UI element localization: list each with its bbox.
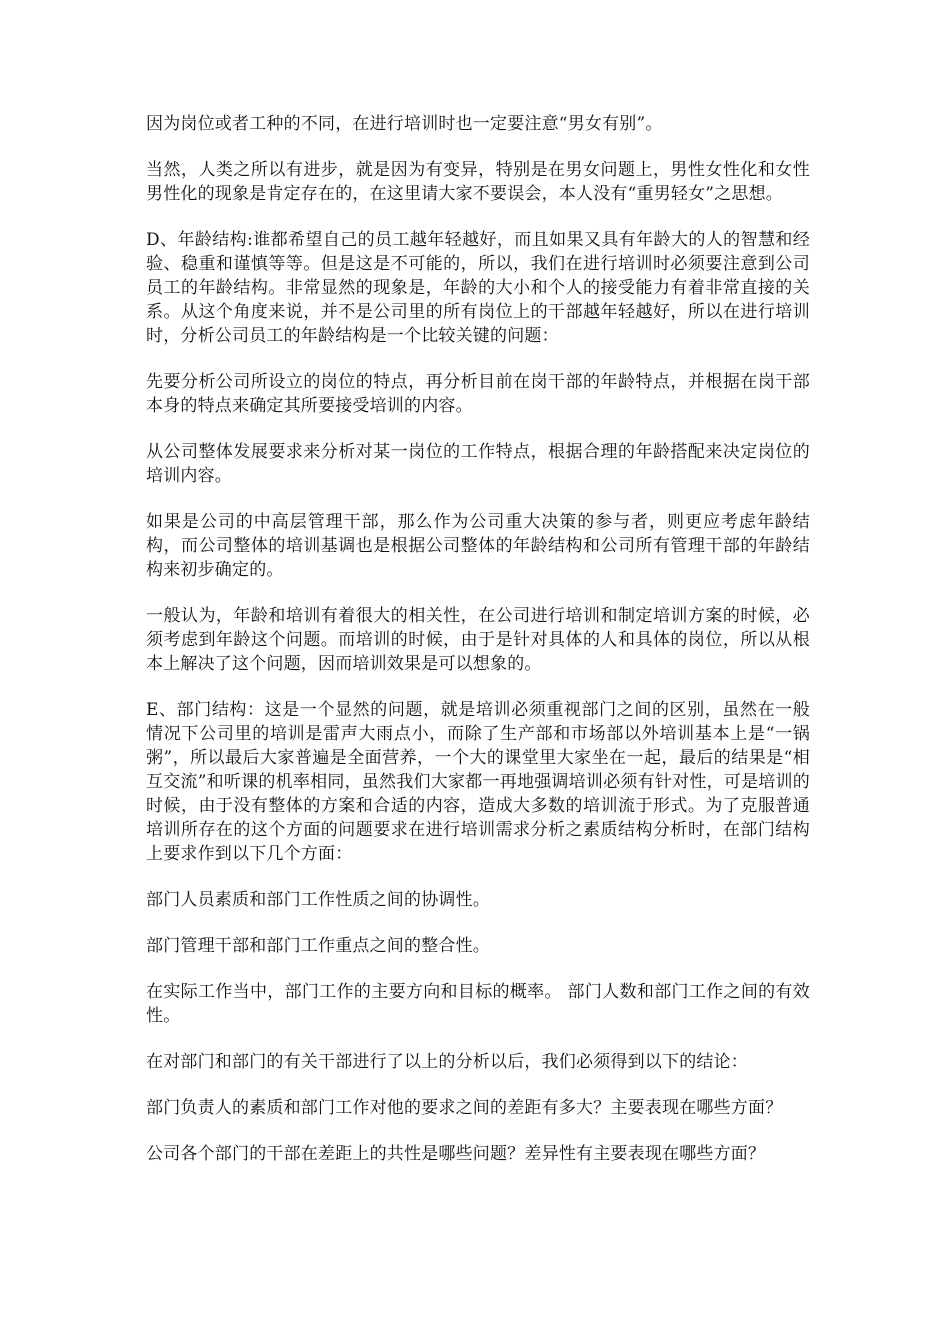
paragraph: 在对部门和部门的有关干部进行了以上的分析以后，我们必须得到以下的结论：: [146, 1052, 748, 1072]
paragraph: 一般认为，年龄和培训有着很大的相关性，在公司进行培训和制定培训方案的时候，必须考虑到年龄这个问题。而培训的时候，由于是针对具体的人和具体的岗位，所以从根本上解决了这个问题，因而培训效果是可以想象的。: [146, 606, 810, 674]
paragraph: 部门负责人的素质和部门工作对他的要求之间的差距有多大？主要表现在哪些方面？: [146, 1098, 783, 1118]
paragraph: 公司各个部门的干部在差距上的共性是哪些问题？差异性有主要表现在哪些方面？: [146, 1144, 766, 1164]
paragraph: 部门人员素质和部门工作性质之间的协调性。: [146, 890, 490, 910]
paragraph: D、年龄结构:谁都希望自己的员工越年轻越好，而且如果又具有年龄大的人的智慧和经验、稳重和谨慎等等。但是这是不可能的，所以，我们在进行培训时必须要注意到公司员工的年龄结构。非常显然的现象是，年龄的大小和个人的接受能力有着非常直接的关系。从这个角度来说，并不是公司里的所有岗位上的干部越年轻越好，所以在进行培训时，分析公司员工的年龄结构是一个比较关键的问题：: [146, 230, 810, 346]
paragraph: 当然，人类之所以有进步，就是因为有变异，特别是在男女问题上，男性女性化和女性男性化的现象是肯定存在的，在这里请大家不要误会，本人没有“重男轻女”之思想。: [146, 160, 810, 204]
paragraph: 因为岗位或者工种的不同，在进行培训时也一定要注意“男女有别”。: [146, 114, 663, 134]
paragraph: 先要分析公司所设立的岗位的特点，再分析目前在岗干部的年龄特点，并根据在岗干部本身的特点来确定其所要接受培训的内容。: [146, 372, 810, 416]
paragraph: 在实际工作当中，部门工作的主要方向和目标的概率。 部门人数和部门工作之间的有效性。: [146, 982, 810, 1026]
document-body: [146, 112, 810, 1188]
paragraph: E、部门结构：这是一个显然的问题，就是培训必须重视部门之间的区别，虽然在一般情况下公司里的培训是雷声大雨点小，而除了生产部和市场部以外培训基本上是“一锅粥”，所以最后大家普遍是全面营养，一个大的课堂里大家坐在一起，最后的结果是“相互交流”和听课的机率相同，虽然我们大家都一再地强调培训必须有针对性，可是培训的时候，由于没有整体的方案和合适的内容，造成大多数的培训流于形式。为了克服普通培训所存在的这个方面的问题要求在进行培训需求分析之素质结构分析时，在部门结构上要求作到以下几个方面：: [146, 700, 810, 864]
paragraph: 从公司整体发展要求来分析对某一岗位的工作特点，根据合理的年龄搭配来决定岗位的培训内容。: [146, 442, 810, 486]
paragraph: 部门管理干部和部门工作重点之间的整合性。: [146, 936, 490, 956]
paragraph: 如果是公司的中高层管理干部，那么作为公司重大决策的参与者，则更应考虑年龄结构，而公司整体的培训基调也是根据公司整体的年龄结构和公司所有管理干部的年龄结构来初步确定的。: [146, 512, 810, 580]
